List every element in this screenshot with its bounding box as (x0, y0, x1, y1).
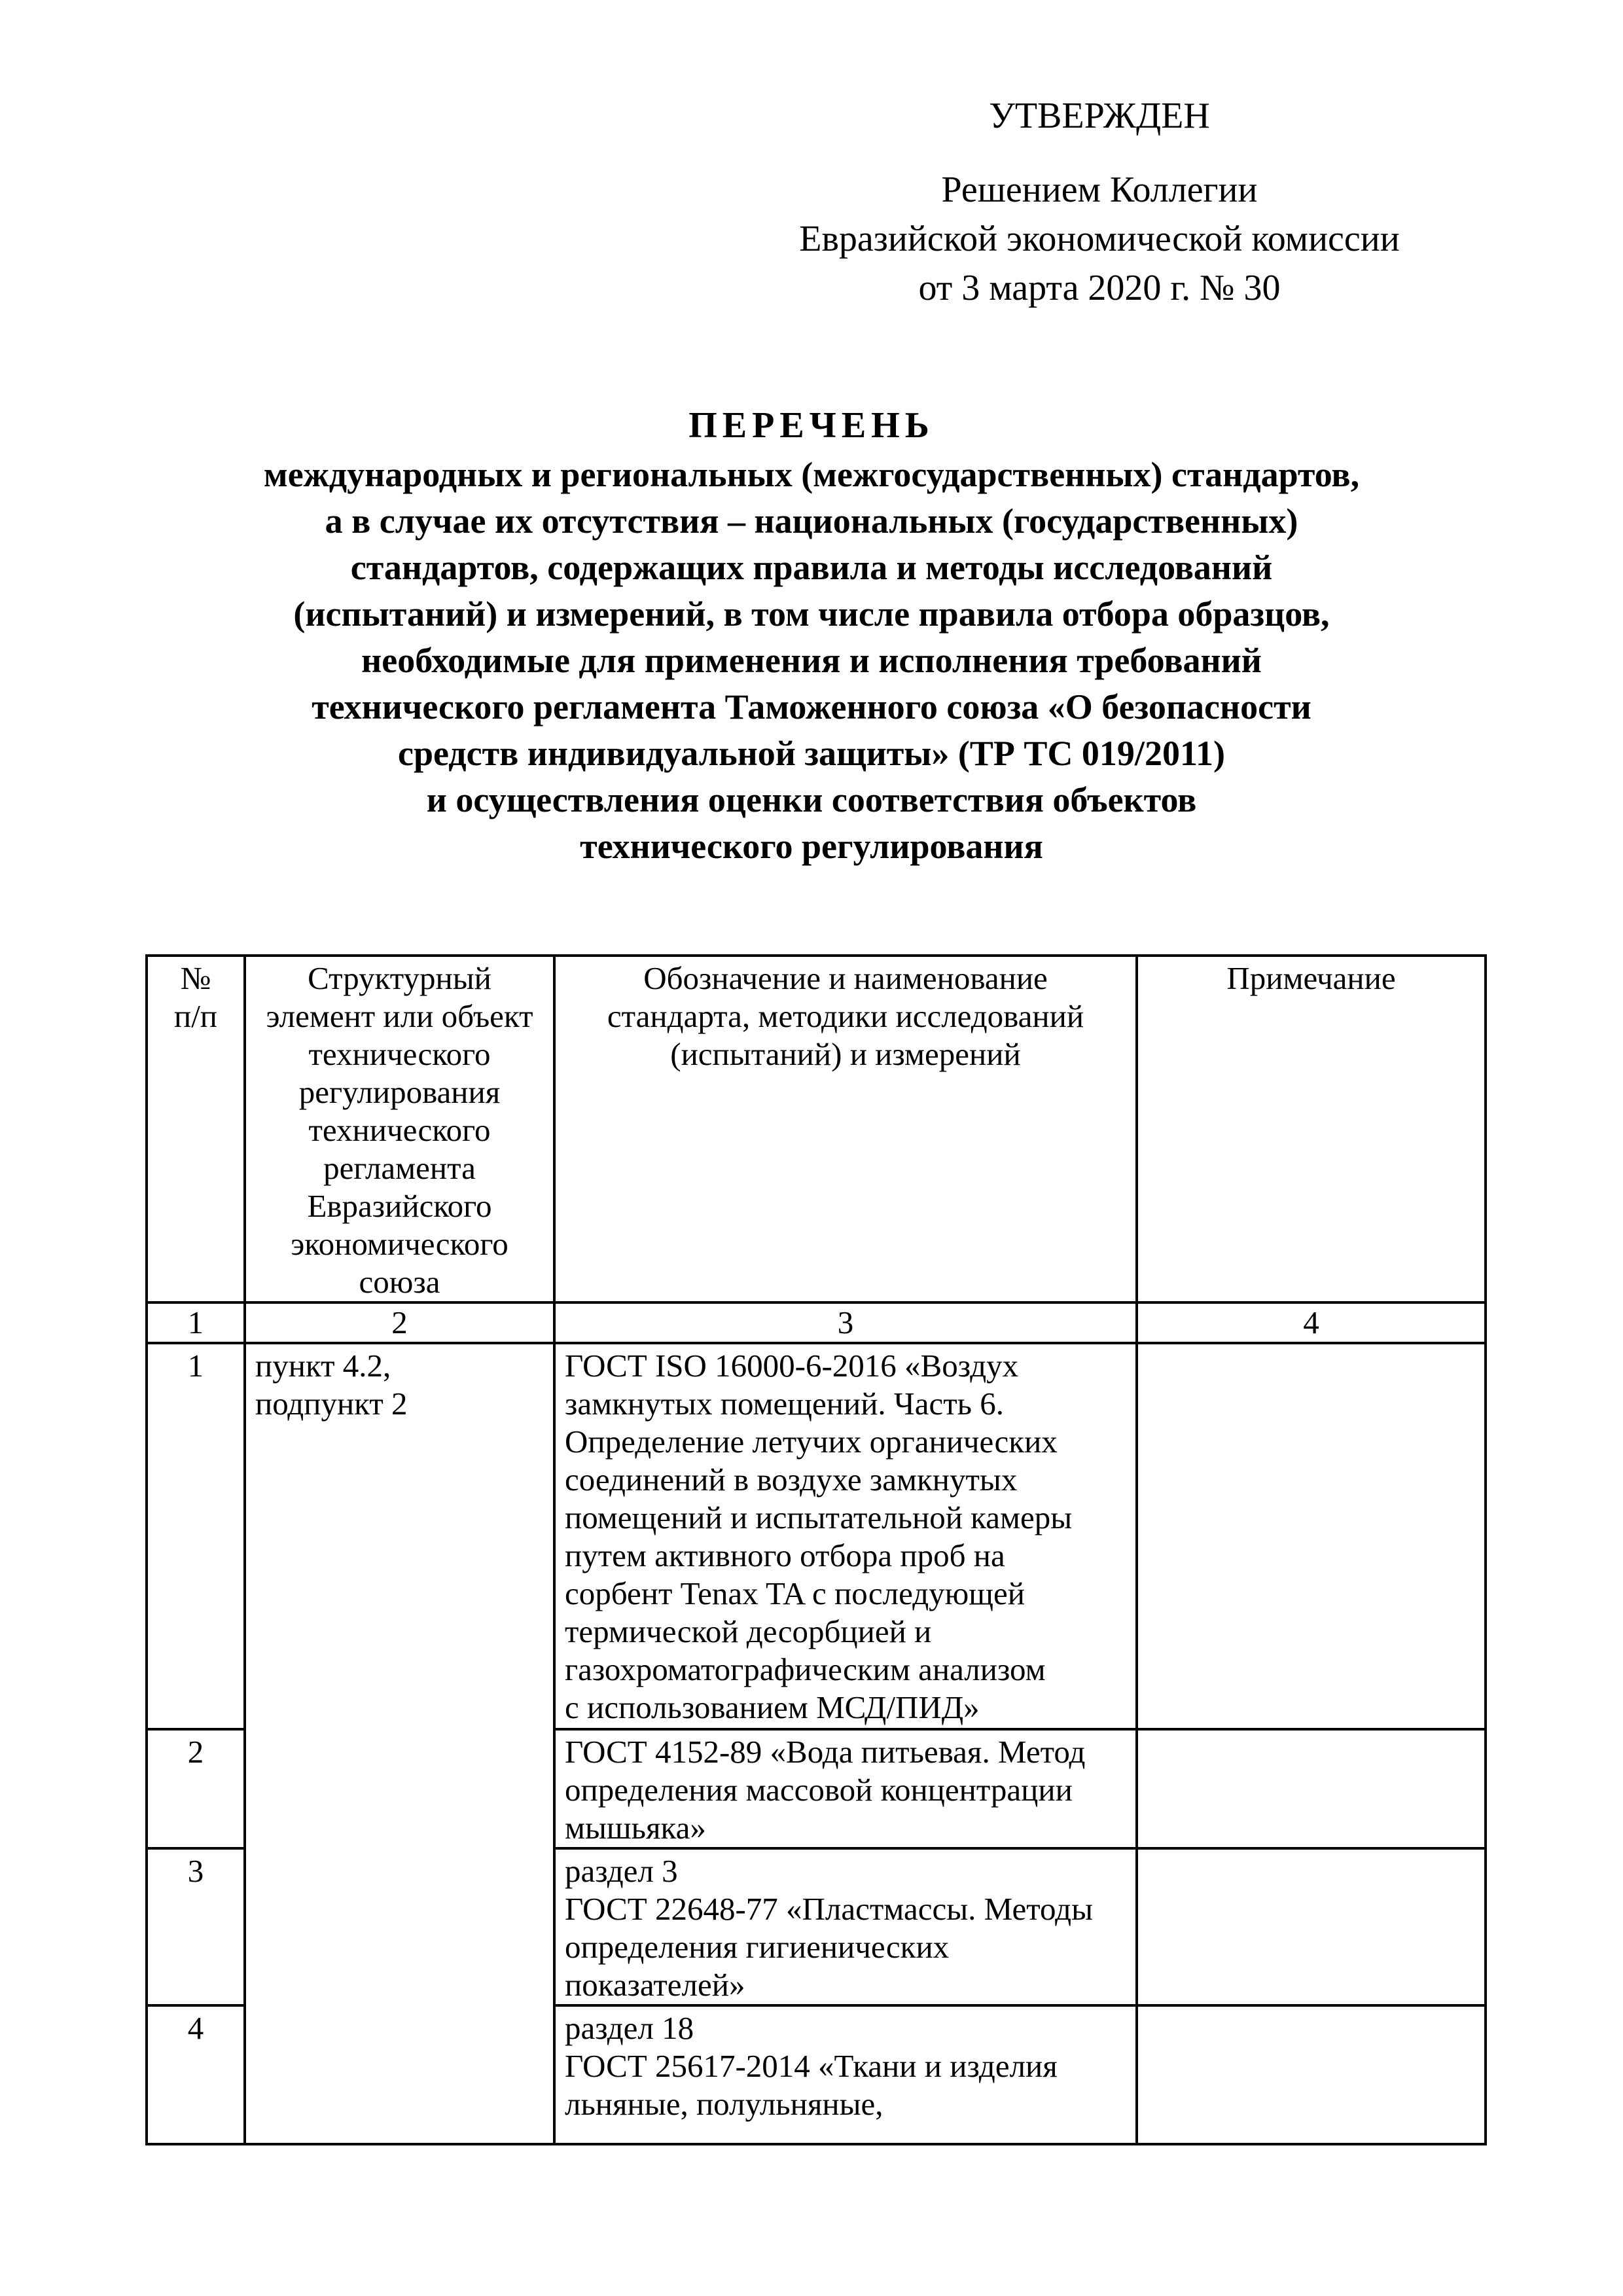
title-line: стандартов, содержащих правила и методы исследований (350, 548, 1273, 587)
text-line: ГОСТ ISO 16000-6-2016 «Воздух (565, 1348, 1019, 1384)
text-line: элемент или объект (266, 998, 533, 1034)
column-number: 4 (1137, 1302, 1486, 1343)
column-number: 3 (554, 1302, 1137, 1343)
text-line: Определение летучих органических (565, 1424, 1058, 1460)
text-line: № (180, 960, 211, 996)
header-number (147, 956, 245, 1302)
text-line: технического (308, 1112, 491, 1148)
text-line: экономического (291, 1226, 508, 1262)
text-line: с использованием МСД/ПИД» (565, 1689, 980, 1725)
text-line: определения гигиенических (565, 1929, 950, 1965)
text-line: ГОСТ 22648-77 «Пластмассы. Методы (565, 1891, 1093, 1927)
row-number: 1 (147, 1343, 245, 1729)
text-line: Структурный (308, 960, 491, 996)
text-line: льняные, полульняные, (565, 2086, 883, 2122)
header-structural-element (245, 956, 554, 1302)
text-line: показателей» (565, 1967, 745, 2003)
text-line: газохроматографическим анализом (565, 1651, 1046, 1687)
text-line: пункт 4.2, (255, 1348, 391, 1384)
text-line: раздел 18 (565, 2010, 694, 2046)
title-line: международных и региональных (межгосударственных) стандартов, (263, 455, 1360, 494)
approval-stamp: УТВЕРЖДЕН (989, 96, 1210, 136)
column-number-row (147, 1302, 1486, 1343)
text-line: стандарта, методики исследований (607, 998, 1084, 1034)
row-number: 2 (147, 1729, 245, 1848)
title-line: (испытаний) и измерений, в том числе правила отбора образцов, (293, 594, 1330, 634)
header-note (1137, 956, 1486, 1302)
text-line: подпункт 2 (255, 1386, 408, 1422)
text-line: ГОСТ 25617-2014 «Ткани и изделия (565, 2048, 1058, 2084)
text-line: раздел 3 (565, 1853, 678, 1889)
title-heading: ПЕРЕЧЕНЬ (688, 405, 935, 446)
standard-cell (554, 1848, 1137, 2005)
text-line: соединений в воздухе замкнутых (565, 1462, 1018, 1498)
title-line: и осуществления оценки соответствия объектов (426, 780, 1197, 819)
header-standard (554, 956, 1137, 1302)
text-line: технического (308, 1036, 491, 1072)
note-cell (1137, 2005, 1486, 2144)
note-cell (1137, 1343, 1486, 1729)
table-header-row (147, 956, 1486, 1302)
note-cell (1137, 1848, 1486, 2005)
column-number: 2 (245, 1302, 554, 1343)
table-row (147, 1343, 1486, 1729)
text-line: Евразийского (307, 1188, 492, 1224)
column-number: 1 (147, 1302, 245, 1343)
text-line: путем активного отбора проб на (565, 1537, 1005, 1573)
title-line: технического регулирования (580, 827, 1043, 866)
note-cell (1137, 1729, 1486, 1848)
title-line: технического регламента Таможенного союза «О безопасности (312, 687, 1311, 726)
text-line: Примечание (1226, 960, 1396, 996)
approval-block (707, 92, 1492, 313)
text-line: мышьяка» (565, 1810, 706, 1846)
text-line: союза (359, 1264, 440, 1300)
text-line: Обозначение и наименование (643, 960, 1048, 996)
text-line: п/п (173, 998, 218, 1034)
title-line: необходимые для применения и исполнения требований (361, 641, 1262, 680)
structural-element-cell (245, 1343, 554, 2144)
title-line: средств индивидуальной защиты» (ТР ТС 019/2011) (398, 734, 1225, 773)
text-line: замкнутых помещений. Часть 6. (565, 1386, 1005, 1422)
standard-cell (554, 1343, 1137, 1729)
text-line: определения массовой концентрации (565, 1772, 1073, 1808)
title-line: а в случае их отсутствия – национальных (государственных) (325, 501, 1298, 541)
text-line: сорбент Tenax TA с последующей (565, 1575, 1025, 1611)
standard-cell (554, 1729, 1137, 1848)
text-line: (испытаний) и измерений (670, 1036, 1021, 1072)
approval-line: Решением Коллегии (941, 170, 1258, 210)
approval-line: Евразийской экономической комиссии (799, 219, 1400, 259)
text-line: помещений и испытательной камеры (565, 1499, 1073, 1535)
text-line: регламента (323, 1150, 476, 1186)
text-line: ГОСТ 4152-89 «Вода питьевая. Метод (565, 1734, 1086, 1770)
text-line: регулирования (298, 1074, 501, 1110)
standard-cell (554, 2005, 1137, 2144)
row-number: 4 (147, 2005, 245, 2144)
text-line: термической десорбцией и (565, 1613, 932, 1649)
document-title (105, 403, 1518, 870)
approval-line: от 3 марта 2020 г. № 30 (918, 268, 1281, 308)
row-number: 3 (147, 1848, 245, 2005)
standards-table (145, 954, 1487, 2145)
